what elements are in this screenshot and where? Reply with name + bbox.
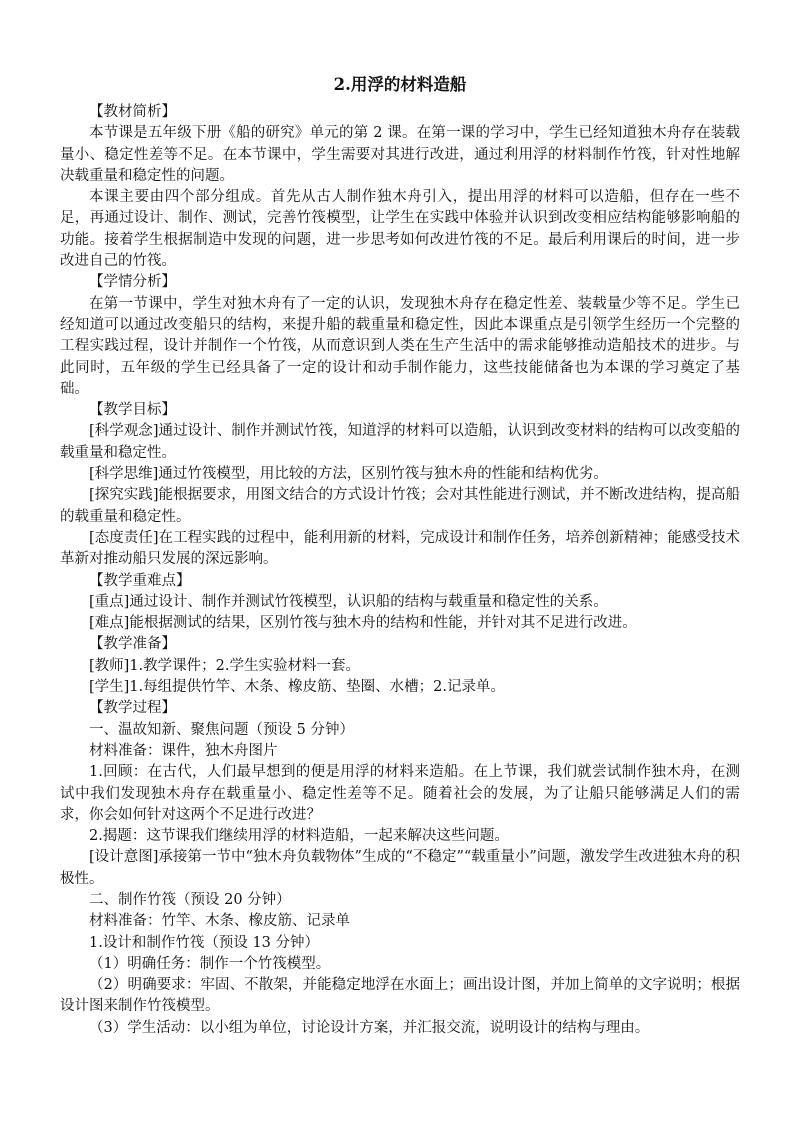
paragraph: （1）明确任务：制作一个竹筏模型。	[89, 955, 331, 972]
paragraph: [科学思维]通过竹筏模型，用比较的方法，区别竹筏与独木舟的性能和结构优劣。	[89, 466, 608, 483]
paragraph: 2.揭题：这节课我们继续用浮的材料造船，一起来解决这些问题。	[89, 828, 509, 845]
paragraph: 1.回顾：在古代，人们最早想到的便是用浮的材料来造船。在上节课，我们就尝试制作独木舟，在测试中我们发现独木舟存在载重量小、稳定性差等不足。随着社会的发展，为了让船只能够满足人们的需求，你会如何针对这两个不足进行改进？	[60, 764, 740, 823]
document-body	[60, 102, 740, 1039]
section-heading: 【教学过程】	[89, 700, 176, 717]
page-title: 2.用浮的材料造船	[333, 75, 467, 94]
paragraph: [探究实践]能根据要求，用图文结合的方式设计竹筏；会对其性能进行测试，并不断改进结构，提高船的载重量和稳定性。	[60, 487, 740, 525]
document-page	[60, 70, 740, 1039]
paragraph: [科学观念]通过设计、制作并测试竹筏，知道浮的材料可以造船，认识到改变材料的结构可以改变船的载重量和稳定性。	[60, 423, 740, 461]
paragraph: 材料准备：竹竿、木条、橡皮筋、记录单	[89, 913, 350, 930]
paragraph: [学生]1.每组提供竹竿、木条、橡皮筋、垫圈、水槽；2.记录单。	[89, 679, 505, 696]
paragraph: [重点]通过设计、制作并测试竹筏模型，认识船的结构与载重量和稳定性的关系。	[89, 593, 608, 610]
paragraph: （2）明确要求：牢固、不散架，并能稳定地浮在水面上；画出设计图，并加上简单的文字说明；根据设计图来制作竹筏模型。	[60, 977, 740, 1015]
paragraph: 1.设计和制作竹筏（预设 13 分钟）	[89, 934, 320, 951]
section-heading: 【教学目标】	[89, 402, 176, 419]
paragraph: 二、制作竹筏（预设 20 分钟）	[89, 891, 291, 908]
paragraph: [设计意图]承接第一节中“独木舟负载物体”生成的“不稳定”“载重量小”问题，激发学生改进独木舟的积极性。	[60, 849, 740, 887]
paragraph: （3）学生活动：以小组为单位，讨论设计方案，并汇报交流，说明设计的结构与理由。	[89, 1019, 650, 1036]
section-heading: 【教学重难点】	[89, 572, 191, 589]
paragraph: 本节课是五年级下册《船的研究》单元的第 2 课。在第一课的学习中，学生已经知道独木舟存在装载量小、稳定性差等不足。在本节课中，学生需要对其进行改进，通过利用浮的材料制作竹筏，针对性地解决载重量和稳定性的问题。	[60, 125, 740, 184]
paragraph: 材料准备：课件，独木舟图片	[89, 742, 278, 759]
section-heading: 【学情分析】	[89, 274, 176, 291]
paragraph: 在第一节课中，学生对独木舟有了一定的认识，发现独木舟存在稳定性差、装载量少等不足。学生已经知道可以通过改变船只的结构，来提升船的载重量和稳定性，因此本课重点是引领学生经历一个完整的工程实践过程，设计并制作一个竹筏，从而意识到人类在生产生活中的需求能够推动造船技术的进步。与此同时，五年级的学生已经具备了一定的设计和动手制作能力，这些技能储备也为本课的学习奠定了基础。	[60, 295, 740, 397]
paragraph: [教师]1.教学课件；2.学生实验材料一套。	[89, 657, 360, 674]
paragraph: 本课主要由四个部分组成。首先从古人制作独木舟引入，提出用浮的材料可以造船，但存在一些不足，再通过设计、制作、测试，完善竹筏模型，让学生在实践中体验并认识到改变相应结构能够影响船的功能。接着学生根据制造中发现的问题，进一步思考如何改进竹筏的不足。最后利用课后的时间，进一步改进自己的竹筏。	[60, 189, 740, 270]
paragraph: [难点]能根据测试的结果，区别竹筏与独木舟的结构和性能，并针对其不足进行改进。	[89, 615, 637, 632]
section-heading: 【教材简析】	[89, 104, 176, 120]
paragraph: 一、温故知新、聚焦问题（预设 5 分钟）	[89, 721, 354, 738]
section-heading: 【教学准备】	[89, 636, 176, 653]
paragraph: [态度责任]在工程实践的过程中，能利用新的材料，完成设计和制作任务，培养创新精神；能感受技术革新对推动船只发展的深远影响。	[60, 529, 740, 568]
